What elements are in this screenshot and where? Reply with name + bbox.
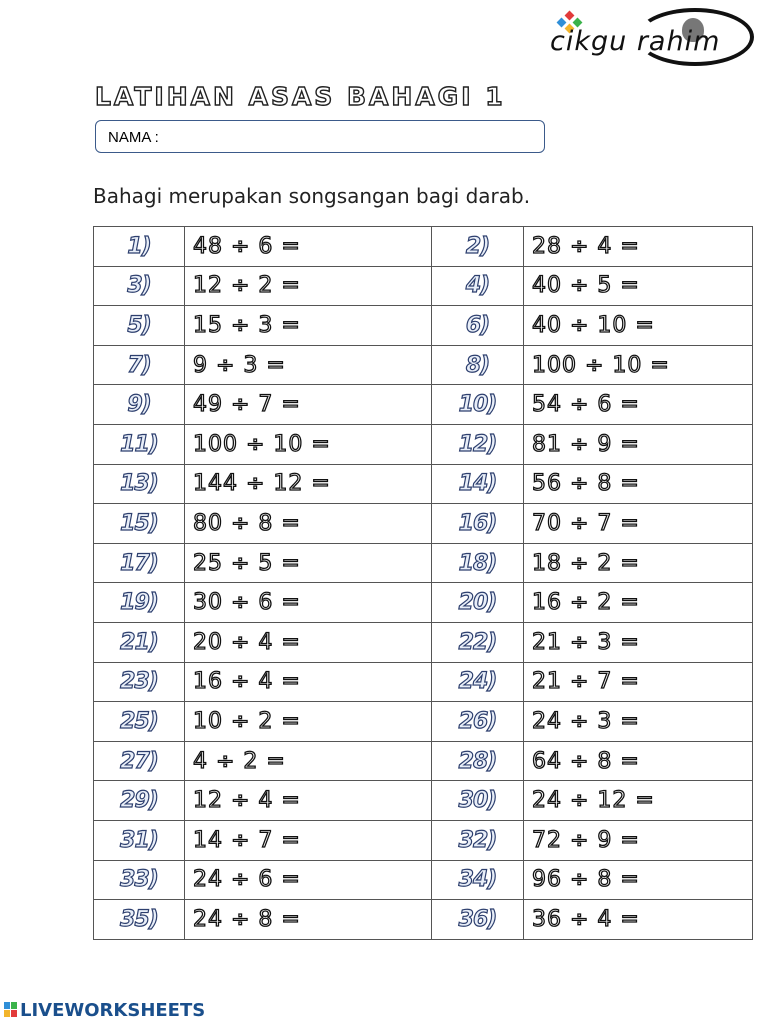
question-expression: 100 ÷ 10 =: [185, 424, 432, 464]
question-expression: 10 ÷ 2 =: [185, 702, 432, 742]
name-label: NAMA :: [108, 129, 159, 146]
question-number: 35): [94, 900, 185, 940]
question-number: 7): [94, 345, 185, 385]
question-number: 29): [94, 781, 185, 821]
question-number: 19): [94, 583, 185, 623]
question-number: 2): [432, 227, 524, 267]
question-expression: 20 ÷ 4 =: [185, 622, 432, 662]
question-number: 11): [94, 424, 185, 464]
table-row: [94, 464, 753, 504]
worksheet-title: LATIHAN ASAS BAHAGI 1: [95, 82, 506, 111]
question-number: 18): [432, 543, 524, 583]
question-expression: 24 ÷ 12 =: [524, 781, 753, 821]
footer-brand-text: LIVEWORKSHEETS: [20, 999, 206, 1021]
question-number: 12): [432, 424, 524, 464]
table-row: [94, 622, 753, 662]
questions-table: [93, 226, 753, 940]
question-expression: 25 ÷ 5 =: [185, 543, 432, 583]
table-row: [94, 820, 753, 860]
liveworksheets-footer[interactable]: [4, 999, 205, 1021]
question-expression: 15 ÷ 3 =: [185, 306, 432, 346]
table-row: [94, 702, 753, 742]
question-expression: 36 ÷ 4 =: [524, 900, 753, 940]
table-row: [94, 543, 753, 583]
question-number: 21): [94, 622, 185, 662]
table-row: [94, 662, 753, 702]
question-expression: 144 ÷ 12 =: [185, 464, 432, 504]
question-expression: 49 ÷ 7 =: [185, 385, 432, 425]
question-number: 27): [94, 741, 185, 781]
question-number: 23): [94, 662, 185, 702]
question-expression: 56 ÷ 8 =: [524, 464, 753, 504]
question-expression: 12 ÷ 4 =: [185, 781, 432, 821]
question-expression: 81 ÷ 9 =: [524, 424, 753, 464]
question-number: 32): [432, 820, 524, 860]
question-number: 16): [432, 504, 524, 544]
question-number: 26): [432, 702, 524, 742]
instruction-text: Bahagi merupakan songsangan bagi darab.: [93, 184, 531, 208]
question-number: 36): [432, 900, 524, 940]
question-expression: 72 ÷ 9 =: [524, 820, 753, 860]
table-row: [94, 385, 753, 425]
question-number: 3): [94, 266, 185, 306]
question-expression: 48 ÷ 6 =: [185, 227, 432, 267]
question-number: 13): [94, 464, 185, 504]
table-row: [94, 306, 753, 346]
question-expression: 80 ÷ 8 =: [185, 504, 432, 544]
question-expression: 96 ÷ 8 =: [524, 860, 753, 900]
question-expression: 64 ÷ 8 =: [524, 741, 753, 781]
table-row: [94, 741, 753, 781]
question-number: 25): [94, 702, 185, 742]
table-row: [94, 504, 753, 544]
liveworksheets-logo-icon: [4, 1002, 17, 1018]
question-expression: 30 ÷ 6 =: [185, 583, 432, 623]
question-expression: 14 ÷ 7 =: [185, 820, 432, 860]
question-expression: 4 ÷ 2 =: [185, 741, 432, 781]
question-number: 15): [94, 504, 185, 544]
question-number: 34): [432, 860, 524, 900]
question-expression: 40 ÷ 10 =: [524, 306, 753, 346]
question-number: 14): [432, 464, 524, 504]
question-expression: 100 ÷ 10 =: [524, 345, 753, 385]
question-expression: 28 ÷ 4 =: [524, 227, 753, 267]
question-expression: 70 ÷ 7 =: [524, 504, 753, 544]
question-expression: 24 ÷ 6 =: [185, 860, 432, 900]
question-expression: 21 ÷ 3 =: [524, 622, 753, 662]
question-number: 30): [432, 781, 524, 821]
table-row: [94, 345, 753, 385]
question-expression: 21 ÷ 7 =: [524, 662, 753, 702]
question-number: 1): [94, 227, 185, 267]
table-row: [94, 583, 753, 623]
name-field[interactable]: [95, 120, 545, 153]
question-number: 22): [432, 622, 524, 662]
question-number: 33): [94, 860, 185, 900]
question-expression: 24 ÷ 8 =: [185, 900, 432, 940]
question-expression: 9 ÷ 3 =: [185, 345, 432, 385]
table-row: [94, 781, 753, 821]
table-row: [94, 900, 753, 940]
question-number: 10): [432, 385, 524, 425]
cikgurahim-logo: [548, 6, 758, 68]
logo-text: cikgu rahim: [550, 26, 721, 57]
question-expression: 24 ÷ 3 =: [524, 702, 753, 742]
question-number: 5): [94, 306, 185, 346]
question-expression: 16 ÷ 2 =: [524, 583, 753, 623]
question-expression: 40 ÷ 5 =: [524, 266, 753, 306]
question-number: 20): [432, 583, 524, 623]
question-number: 6): [432, 306, 524, 346]
table-row: [94, 227, 753, 267]
question-number: 8): [432, 345, 524, 385]
question-expression: 54 ÷ 6 =: [524, 385, 753, 425]
question-number: 17): [94, 543, 185, 583]
table-row: [94, 424, 753, 464]
question-number: 9): [94, 385, 185, 425]
question-number: 31): [94, 820, 185, 860]
question-expression: 12 ÷ 2 =: [185, 266, 432, 306]
table-row: [94, 266, 753, 306]
question-expression: 16 ÷ 4 =: [185, 662, 432, 702]
question-number: 24): [432, 662, 524, 702]
question-number: 4): [432, 266, 524, 306]
question-expression: 18 ÷ 2 =: [524, 543, 753, 583]
table-row: [94, 860, 753, 900]
question-number: 28): [432, 741, 524, 781]
